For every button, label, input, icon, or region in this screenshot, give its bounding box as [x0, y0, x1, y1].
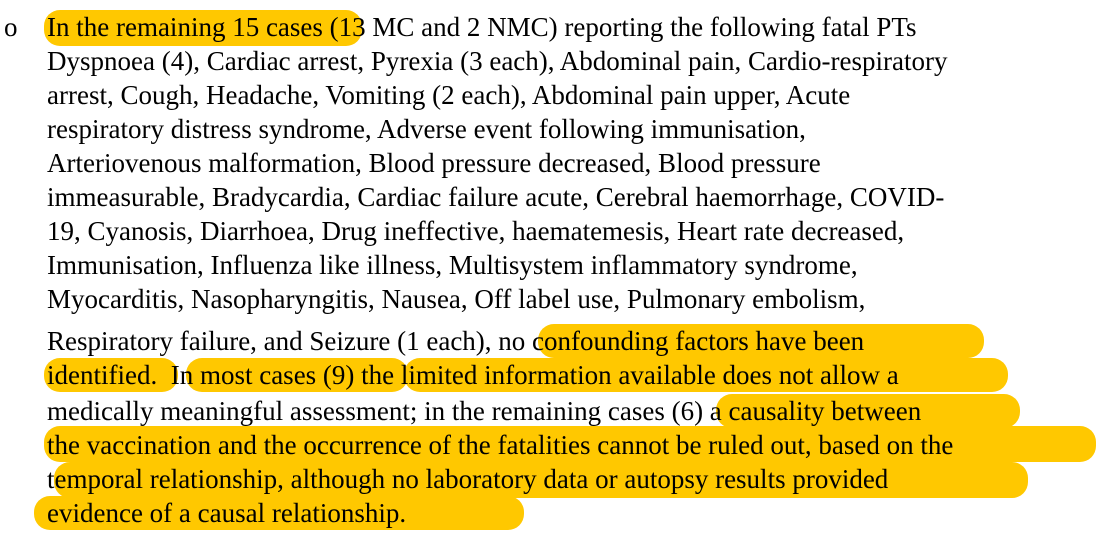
text-line: temporal relationship, although no laboratory data or autopsy results provided	[47, 464, 889, 494]
text-line: In the remaining 15 cases (13 MC and 2 NMC) reporting the following fatal PTs	[47, 12, 917, 42]
text-line: immeasurable, Bradycardia, Cardiac failure acute, Cerebral haemorrhage, COVID-	[47, 182, 945, 212]
text-line: 19, Cyanosis, Diarrhoea, Drug ineffective, haematemesis, Heart rate decreased,	[47, 216, 905, 246]
text-line: Myocarditis, Nasopharyngitis, Nausea, Off label use, Pulmonary embolism,	[47, 284, 866, 314]
text-line: arrest, Cough, Headache, Vomiting (2 each), Abdominal pain upper, Acute	[47, 80, 851, 110]
bullet-marker: o	[4, 12, 18, 42]
text-line: Arteriovenous malformation, Blood pressure decreased, Blood pressure	[47, 148, 821, 178]
text-line: evidence of a causal relationship.	[47, 498, 407, 528]
text-line: Respiratory failure, and Seizure (1 each), no confounding factors have been	[47, 326, 865, 356]
text-line: respiratory distress syndrome, Adverse event following immunisation,	[47, 114, 806, 144]
text-line: identified. In most cases (9) the limited information available does not allow a	[47, 360, 899, 390]
text-line: Immunisation, Influenza like illness, Multisystem inflammatory syndrome,	[47, 250, 858, 280]
text-line: medically meaningful assessment; in the remaining cases (6) a causality between	[47, 396, 922, 426]
text-line: Dyspnoea (4), Cardiac arrest, Pyrexia (3 each), Abdominal pain, Cardio-respiratory	[47, 46, 948, 76]
text-line: the vaccination and the occurrence of the fatalities cannot be ruled out, based on the	[47, 430, 954, 460]
